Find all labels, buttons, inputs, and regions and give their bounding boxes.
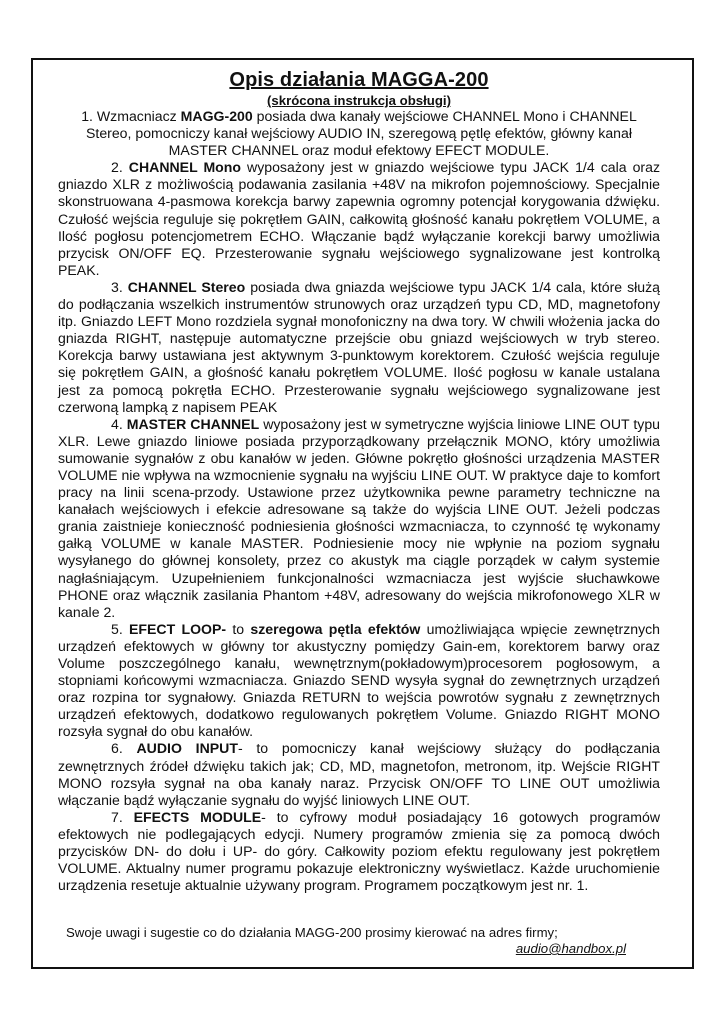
section-3: 3. CHANNEL Stereo posiada dwa gniazda wejściowe typu JACK 1/4 cala, które służą do podłączania wszelkich instrumentów strunowych oraz urządzeń typu CD, MD, magnetofony itp. Gniazdo LEFT Mono rozdziela sygnał monofoniczny na dwa tory. W chwili włożenia jacka do gniazda RIGHT, następuje automatyczne przejście obu gniazd wejściowych w tryb stereo. Korekcja barwy ustawiana jest aktywnym 3-punktowym korektorem. Czułość wejścia reguluje się pokrętłem GAIN, a głośność kanału pokrętłem VOLUME. Ilość pogłosu w kanale ustalana jest za pomocą pokrętła ECHO. Przesterowanie sygnału wejściowego sygnalizowane jest czerwoną lampką z napisem PEAK: [58, 278, 660, 415]
document-body: [58, 67, 660, 894]
contact-email-link[interactable]: audio@handbox.pl: [515, 941, 626, 956]
section-4: 4. MASTER CHANNEL wyposażony jest w symetryczne wyjścia liniowe LINE OUT typu XLR. Lewe gniazdo liniowe posiada przyporządkowany przełącznik MONO, który umożliwia sumowanie sygnałów z obu kanałów w jeden. Główne pokrętło głośności urządzenia MASTER VOLUME nie wpływa na wzmocnienie sygnału na wyjściu LINE OUT. W praktyce daje to komfort pracy na linii scena-przody. Ustawione przez użytkownika pewne parametry techniczne na kanałach wejściowych i efekcie adresowane są także do wyjścia LINE OUT. Jeżeli podczas grania zaistnieje konieczność podniesienia głośności wzmacniacza, to czynność tę wykonamy gałką VOLUME w kanale MASTER. Podniesienie mocy nie wpłynie na poziom sygnału wysyłanego do głównej konsolety, przez co akustyk ma ciągle porządek w całym systemie nagłaśniającym. Uzupełnieniem funkcjonalności wzmacniacza jest wyjście słuchawkowe PHONE oraz włącznik zasilania Phantom +48V, adresowany do wejścia mikrofonowego XLR w kanale 2.: [58, 415, 660, 620]
section-2: 2. CHANNEL Mono wyposażony jest w gniazdo wejściowe typu JACK 1/4 cala oraz gniazdo XLR z możliwością podawania zasilania +48V na mikrofon pojemnościowy. Specjalnie skonstruowana 4-pasmowa korekcja barwy zapewnia ogromny potencjał korygowania dźwięku. Czułość wejścia reguluje się pokrętłem GAIN, całkowitą głośność kanału pokrętłem VOLUME, a Ilość pogłosu potencjometrem ECHO. Włączanie bądź wyłączanie korekcji barwy umożliwia przycisk ON/OFF EQ. Przesterowanie sygnału wejściowego sygnalizowane jest kontrolką PEAK.: [58, 159, 660, 278]
section-6: 6. AUDIO INPUT- to pomocniczy kanał wejściowy służący do podłączania zewnętrznych źródeł dźwięku takich jak; CD, MD, magnetofon, metronom, itp. Wejście RIGHT MONO rozsyła sygnał na oba kanały naraz. Przycisk ON/OFF TO LINE OUT umożliwia włączanie bądź wyłączanie sygnału do wyjść liniowych LINE OUT.: [58, 740, 661, 808]
footer: [66, 925, 626, 957]
section-7: 7. EFECTS MODULE- to cyfrowy moduł posiadający 16 gotowych programów efektowych nie podlegających edycji. Numery programów zmienia się za pomocą dwóch przycisków DN- do dołu i UP- do góry. Całkowity poziom efektu regulowany jest pokrętłem VOLUME. Aktualny numer programu pokazuje elektroniczny wyświetlacz. Każde uruchomienie urządzenia resetuje aktualnie używany program. Programem początkowym jest nr. 1.: [58, 808, 660, 894]
section-5: 5. EFECT LOOP- to szeregowa pętla efektów umożliwiająca wpięcie zewnętrznych urządzeń efektowych w główny tor akustyczny pomiędzy Gain-em, korektorem barwy oraz Volume poszczególnego kanału, wewnętrznym(pokładowym)procesorem pogłosowym, a stopniami końcowymi wzmacniacza. Gniazdo SEND wysyła sygnał do zewnętrznych urządzeń oraz rozpina tor sygnałowy. Gniazda RETURN to wejścia powrotów sygnału z zewnętrznych urządzeń efektowych, dodatkowo regulowanych pokrętłem Volume. Gniazdo RIGHT MONO rozsyła sygnał do obu kanałów.: [58, 620, 661, 740]
footer-text: Swoje uwagi i sugestie co do działania MAGG-200 prosimy kierować na adres firmy;: [66, 925, 558, 940]
section-1: 1. Wzmacniacz MAGG-200 posiada dwa kanały wejściowe CHANNEL Mono i CHANNEL Stereo, pomocniczy kanał wejściowy AUDIO IN, szeregową pętlę efektów, główny kanał MASTER CHANNEL oraz moduł efektowy EFECT MODULE.: [81, 108, 637, 159]
document-subtitle: (skrócona instrukcja obsługi): [267, 93, 451, 108]
document-title: Opis działania MAGGA-200: [229, 69, 489, 91]
